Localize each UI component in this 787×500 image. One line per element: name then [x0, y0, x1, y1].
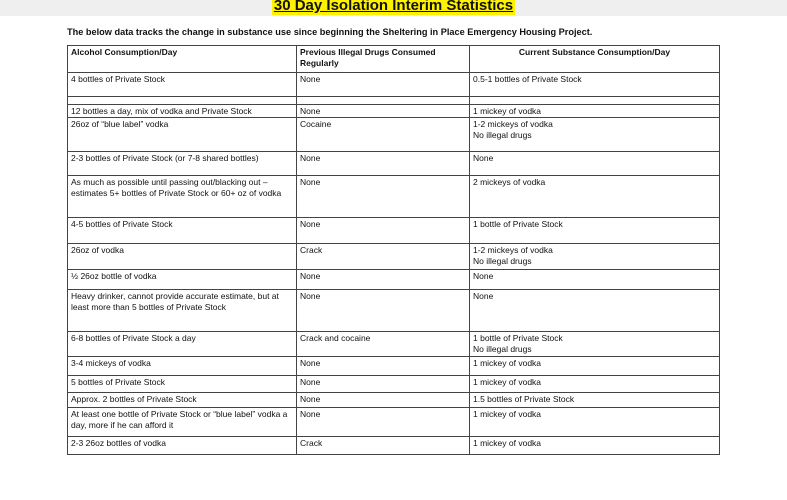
alcohol-cell [68, 152, 297, 176]
column-header-previous-drugs: Previous Illegal Drugs Consumed Regularly [297, 46, 470, 73]
cell-line: At least one bottle of Private Stock or “blue label” vodka a day, more if he can afford it [71, 409, 288, 430]
alcohol-cell [68, 393, 297, 408]
table-row [68, 244, 720, 270]
cell-line: 12 bottles a day, mix of vodka and Private Stock [71, 106, 252, 116]
cell-line: Crack [300, 245, 323, 255]
cell-line: 6-8 bottles of Private Stock a day [71, 333, 196, 343]
current-consumption-cell [470, 408, 720, 437]
cell-line: 3-4 mickeys of vodka [71, 358, 151, 368]
current-consumption-cell [470, 73, 720, 97]
alcohol-cell [68, 176, 297, 218]
table-row [68, 73, 720, 97]
cell-line: 1-2 mickeys of vodka [473, 245, 553, 255]
table-row [68, 176, 720, 218]
document-title-wrap [0, 0, 787, 15]
cell-line: ½ 26oz bottle of vodka [71, 271, 157, 281]
cell-line: No illegal drugs [473, 344, 532, 354]
alcohol-cell [68, 408, 297, 437]
cell-line: 1 mickey of vodka [473, 106, 542, 116]
alcohol-cell [68, 218, 297, 244]
previous-drugs-cell [297, 105, 470, 118]
previous-drugs-cell [297, 218, 470, 244]
cell-line: None [300, 394, 321, 404]
current-consumption-cell [470, 437, 720, 455]
cell-line: Cocaine [300, 119, 332, 129]
cell-line: 1 mickey of vodka [473, 438, 542, 448]
table-row [68, 152, 720, 176]
cell-line: None [473, 291, 494, 301]
previous-drugs-cell [297, 332, 470, 357]
current-consumption-cell [470, 105, 720, 118]
current-consumption-cell [470, 376, 720, 393]
gap-cell [68, 97, 297, 105]
table-row [68, 218, 720, 244]
cell-line: No illegal drugs [473, 256, 532, 266]
alcohol-cell [68, 244, 297, 270]
cell-line: None [300, 291, 321, 301]
alcohol-cell [68, 437, 297, 455]
cell-line: None [300, 377, 321, 387]
cell-line: Approx. 2 bottles of Private Stock [71, 394, 197, 404]
table-row [68, 408, 720, 437]
previous-drugs-cell [297, 73, 470, 97]
current-consumption-cell [470, 176, 720, 218]
cell-line: 26oz of “blue label” vodka [71, 119, 169, 129]
table-row [68, 118, 720, 152]
cell-line: 1 mickey of vodka [473, 377, 542, 387]
table-row [68, 270, 720, 290]
current-consumption-cell [470, 218, 720, 244]
statistics-table [67, 45, 720, 455]
column-header-current-consumption: Current Substance Consumption/Day [470, 46, 720, 73]
previous-drugs-cell [297, 152, 470, 176]
cell-line: 1-2 mickeys of vodka [473, 119, 553, 129]
table-row [68, 105, 720, 118]
table-row [68, 332, 720, 357]
cell-line: 1 bottle of Private Stock [473, 333, 563, 343]
previous-drugs-cell [297, 118, 470, 152]
cell-line: 4-5 bottles of Private Stock [71, 219, 173, 229]
header-row [68, 46, 720, 73]
alcohol-cell [68, 73, 297, 97]
table-body [68, 73, 720, 455]
cell-line: No illegal drugs [473, 130, 532, 140]
current-consumption-cell [470, 332, 720, 357]
cell-line: 4 bottles of Private Stock [71, 74, 166, 84]
gap-cell [297, 97, 470, 105]
row-gap [68, 97, 720, 105]
alcohol-cell [68, 357, 297, 376]
cell-line: None [300, 219, 321, 229]
cell-line: None [300, 177, 321, 187]
previous-drugs-cell [297, 393, 470, 408]
alcohol-cell [68, 105, 297, 118]
current-consumption-cell [470, 118, 720, 152]
cell-line: 1 mickey of vodka [473, 409, 542, 419]
cell-line: 2-3 26oz bottles of vodka [71, 438, 166, 448]
cell-line: 1.5 bottles of Private Stock [473, 394, 575, 404]
current-consumption-cell [470, 290, 720, 332]
cell-line: 2 mickeys of vodka [473, 177, 546, 187]
cell-line: None [300, 271, 321, 281]
previous-drugs-cell [297, 437, 470, 455]
cell-line: None [300, 153, 321, 163]
alcohol-cell [68, 118, 297, 152]
table-row [68, 290, 720, 332]
alcohol-cell [68, 332, 297, 357]
alcohol-cell [68, 376, 297, 393]
table-row [68, 357, 720, 376]
current-consumption-cell [470, 244, 720, 270]
cell-line: None [300, 106, 321, 116]
cell-line: Heavy drinker, cannot provide accurate estimate, but at least more than 5 bottles of Private Stock [71, 291, 279, 312]
cell-line: None [300, 358, 321, 368]
alcohol-cell [68, 270, 297, 290]
table-row [68, 393, 720, 408]
cell-line: 0.5-1 bottles of Private Stock [473, 74, 582, 84]
previous-drugs-cell [297, 244, 470, 270]
alcohol-cell [68, 290, 297, 332]
table-row [68, 376, 720, 393]
previous-drugs-cell [297, 176, 470, 218]
gap-cell [470, 97, 720, 105]
cell-line: 5 bottles of Private Stock [71, 377, 166, 387]
column-header-alcohol: Alcohol Consumption/Day [68, 46, 297, 73]
table-row [68, 437, 720, 455]
current-consumption-cell [470, 357, 720, 376]
cell-line: 1 bottle of Private Stock [473, 219, 563, 229]
cell-line: 2-3 bottles of Private Stock (or 7-8 shared bottles) [71, 153, 259, 163]
previous-drugs-cell [297, 270, 470, 290]
cell-line: None [473, 153, 494, 163]
cell-line: 1 mickey of vodka [473, 358, 542, 368]
intro-text: The below data tracks the change in substance use since beginning the Sheltering in Place Emergency Housing Project. [67, 27, 593, 37]
cell-line: Crack [300, 438, 323, 448]
current-consumption-cell [470, 393, 720, 408]
cell-line: None [300, 74, 321, 84]
previous-drugs-cell [297, 290, 470, 332]
cell-line: None [300, 409, 321, 419]
previous-drugs-cell [297, 408, 470, 437]
cell-line: 26oz of vodka [71, 245, 124, 255]
document-title: 30 Day Isolation Interim Statistics [272, 0, 515, 15]
cell-line: As much as possible until passing out/blacking out – estimates 5+ bottles of Private Stock or 60+ oz of vodka [71, 177, 282, 198]
previous-drugs-cell [297, 357, 470, 376]
current-consumption-cell [470, 152, 720, 176]
current-consumption-cell [470, 270, 720, 290]
cell-line: None [473, 271, 494, 281]
cell-line: Crack and cocaine [300, 333, 371, 343]
previous-drugs-cell [297, 376, 470, 393]
